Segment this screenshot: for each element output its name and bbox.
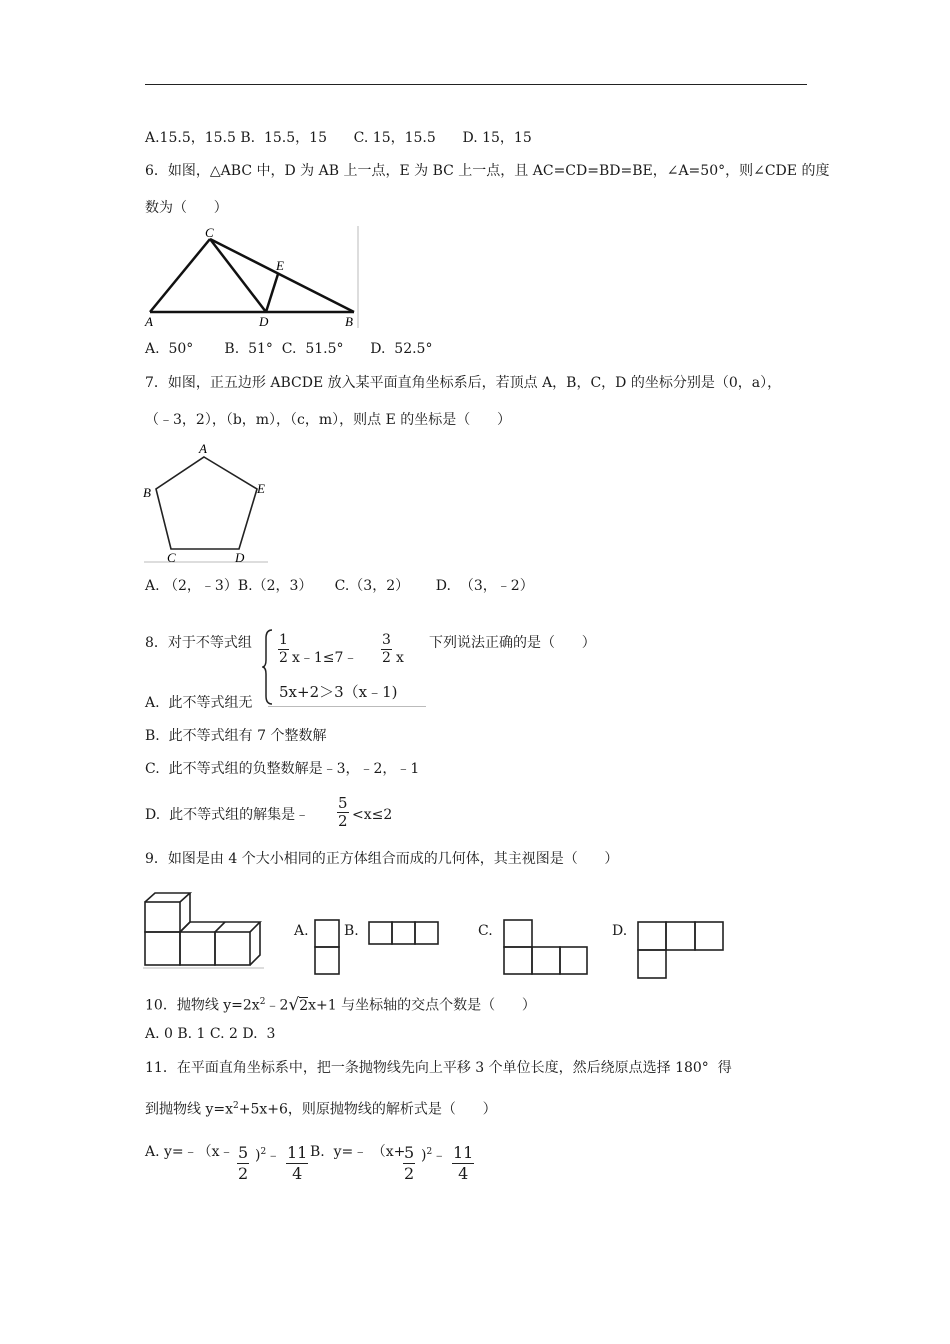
q9-label-b: B. — [344, 923, 359, 939]
q11-option-a-frac1: $\frac{5}{2}$ — [238, 1143, 249, 1183]
q8-option-d-frac: $\frac{5}{2}$ — [338, 794, 348, 830]
q9-label-a: A. — [294, 923, 309, 939]
q6-stem-line1: 6．如图，△ABC 中，D 为 AB 上一点，E 为 BC 上一点，且 AC=CD=BD=BE，∠A=50°，则∠CDE 的度 — [145, 163, 830, 179]
q8-ineq1-mid: x﹣1≤7﹣ — [292, 650, 358, 666]
q7-label-d: D — [235, 550, 245, 565]
q7-label-e: E — [257, 481, 265, 496]
q10-options: A. 0 B. 1 C. 2 D. 3 — [145, 1026, 276, 1042]
q6-label-e: E — [276, 258, 284, 273]
q11-option-b-frac2: $\frac{11}{4}$ — [453, 1143, 474, 1183]
q9-label-d: D. — [612, 923, 628, 939]
q8-image-border — [268, 706, 426, 707]
q11-stem-line2: 到抛物线 $y=x^2+5x+6$，则原抛物线的解析式是（ ） — [145, 1101, 497, 1118]
q7-label-a: A — [199, 441, 207, 456]
q11-option-a-mid: )$^2$﹣ — [255, 1147, 281, 1164]
q8-option-d-prefix: D. 此不等式组的解集是﹣ — [145, 807, 310, 823]
q11-stem-line1: 11．在平面直角坐标系中，把一条抛物线先向上平移 3 个单位长度，然后绕原点选择 180° 得 — [145, 1060, 732, 1076]
q6-label-b: B — [345, 314, 353, 329]
q11-option-b-mid: )$^2$﹣ — [421, 1147, 447, 1164]
q5-options: A.15.5，15.5 B. 15.5，15 C. 15，15.5 D. 15，15 — [145, 130, 532, 146]
q11-option-b-frac1: $\frac{5}{2}$ — [404, 1143, 415, 1183]
q8-option-c: C. 此不等式组的负整数解是﹣3，﹣2，﹣1 — [145, 761, 420, 777]
q9-option-a-figure — [313, 918, 341, 976]
q9-label-c: C. — [478, 923, 493, 939]
q6-options: A. 50° B. 51° C. 51.5° D. 52.5° — [145, 341, 433, 357]
q9-option-d-figure — [636, 920, 725, 980]
q9-option-b-figure — [367, 920, 441, 946]
q8-option-b: B. 此不等式组有 7 个整数解 — [145, 728, 327, 744]
q6-triangle-figure — [142, 224, 360, 330]
q9-option-c-figure — [502, 918, 589, 976]
q8-option-a: A. 此不等式组无 — [145, 695, 253, 711]
header-rule — [145, 84, 807, 85]
q8-ineq1-end: x — [396, 650, 404, 666]
q9-cubes-figure — [142, 890, 266, 970]
q7-label-b: B — [143, 485, 151, 500]
q11-option-a-frac2: $\frac{11}{4}$ — [287, 1143, 308, 1183]
q11-option-a-prefix: A. y=﹣（x﹣ — [145, 1144, 234, 1160]
q7-stem-line2: （﹣3，2），（b，m），（c，m），则点 E 的坐标是（ ） — [145, 412, 511, 428]
q11-option-b-prefix: B. y=﹣ （x+ — [310, 1144, 406, 1160]
q10-stem: 10．抛物线 $y=2x^2﹣2√2x+1$ 与坐标轴的交点个数是（ ） — [145, 994, 536, 1015]
q6-stem-line2: 数为（ ） — [145, 200, 228, 216]
q6-label-c: C — [205, 225, 214, 240]
q8-brace-icon — [262, 628, 274, 706]
q8-stem-prefix: 8．对于不等式组 — [145, 635, 252, 651]
q9-stem: 9．如图是由 4 个大小相同的正方体组合而成的几何体，其主视图是（ ） — [145, 851, 619, 867]
q7-options: A. （2，﹣3）B.（2，3） C.（3，2） D. （3，﹣2） — [145, 578, 534, 594]
q6-label-a: A — [145, 314, 153, 329]
q8-option-d-suffix: <x≤2 — [352, 807, 393, 823]
q8-stem-suffix: 下列说法正确的是（ ） — [429, 635, 596, 651]
q8-ineq1-frac1: $\frac{1}{2}$ — [279, 632, 288, 666]
q7-label-c: C — [167, 550, 176, 565]
q6-label-d: D — [259, 314, 269, 329]
q8-ineq2: 5x+2＞3（x﹣1) — [279, 683, 398, 701]
q8-ineq1-frac2: $\frac{3}{2}$ — [382, 632, 391, 666]
q7-stem-line1: 7．如图，正五边形 ABCDE 放入某平面直角坐标系后，若顶点 A，B，C，D 的坐标分别是（0，a）， — [145, 375, 782, 391]
q7-pentagon-figure — [140, 440, 272, 565]
